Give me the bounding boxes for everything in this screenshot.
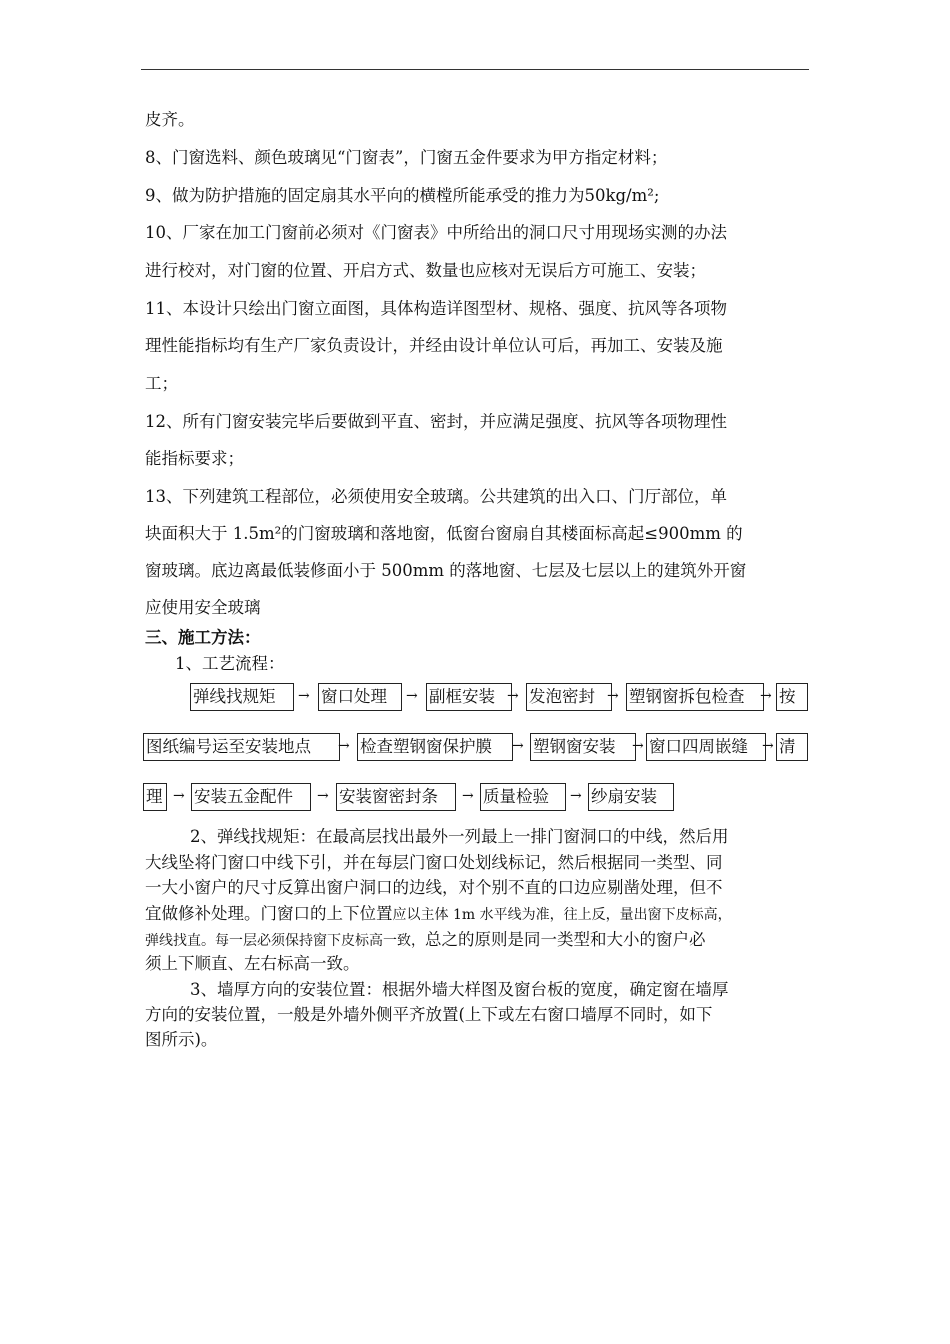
flow-step: 安装窗密封条 — [336, 783, 456, 811]
text-line: 块面积大于 1.5m²的门窗玻璃和落地窗，低窗台窗扇自其楼面标高起≤900mm 的 — [145, 524, 743, 543]
paragraph-line: 大线坠将门窗口中线下引，并在每层门窗口处划线标记，然后根据同一类型、同 — [145, 853, 723, 872]
flow-step: 发泡密封 — [526, 683, 612, 711]
text-line: 10、厂家在加工门窗前必须对《门窗表》中所给出的洞口尺寸用现场实测的办法 — [145, 223, 727, 242]
paragraph-segment: 应以主体 1m 水平线为准，往上反，量出窗下皮标高， — [392, 907, 732, 923]
flow-step: 副框安装 — [426, 683, 512, 711]
arrow-icon: → — [570, 788, 582, 804]
paragraph-line — [145, 926, 817, 950]
paragraph-line: 方向的安装位置，一般是外墙外侧平齐放置(上下或左右窗口墙厚不同时，如下 — [145, 1005, 713, 1024]
paragraph-line: 须上下顺直、左右标高一致。 — [145, 954, 360, 973]
text-line: 12、所有门窗安装完毕后要做到平直、密封，并应满足强度、抗风等各项物理性 — [145, 412, 727, 431]
arrow-icon: → — [173, 788, 185, 804]
flow-step: 弹线找规矩 — [190, 683, 294, 711]
flow-step: 安装五金配件 — [191, 783, 311, 811]
flow-step: 按 — [776, 683, 808, 711]
text-line: 13、下列建筑工程部位，必须使用安全玻璃。公共建筑的出入口、门厅部位，单 — [145, 487, 727, 506]
text-line: 进行校对，对门窗的位置、开启方式、数量也应核对无误后方可施工、安装； — [145, 261, 706, 280]
paragraph-line: 3、墙厚方向的安装位置：根据外墙大样图及窗台板的宽度，确定窗在墙厚 — [190, 980, 729, 999]
text-line: 能指标要求； — [145, 449, 244, 468]
arrow-icon: → — [607, 688, 619, 704]
flow-step: 塑钢窗拆包检查 — [626, 683, 764, 711]
flow-step: 清 — [776, 733, 808, 761]
arrow-icon: → — [338, 738, 350, 754]
flow-step: 质量检验 — [480, 783, 566, 811]
arrow-icon: → — [317, 788, 329, 804]
flow-row-3 — [140, 783, 820, 813]
paragraph-line: 一大小窗户的尺寸反算出窗户洞口的边线，对个别不直的口边应剔凿处理，但不 — [145, 878, 723, 897]
flow-step: 检查塑钢窗保护膜 — [357, 733, 513, 761]
section-heading: 三、施工方法： — [145, 628, 261, 647]
text-line: 工； — [145, 374, 178, 393]
flow-step: 理 — [143, 783, 167, 811]
arrow-icon: → — [406, 688, 418, 704]
text-line: 皮齐。 — [145, 110, 195, 129]
arrow-icon: → — [298, 688, 310, 704]
paragraph-line: 2、弹线找规矩：在最高层找出最外一列最上一排门窗洞口的中线，然后用 — [190, 827, 729, 846]
subheading: 1、工艺流程： — [175, 654, 285, 673]
flow-step: 纱扇安装 — [588, 783, 674, 811]
arrow-icon: → — [762, 738, 774, 754]
flow-row-2 — [140, 733, 820, 763]
text-line: 应使用安全玻璃 — [145, 598, 261, 617]
paragraph-segment: 宜做修补处理。门窗口的上下位置 — [145, 904, 393, 923]
text-line: 理性能指标均有生产厂家负责设计，并经由设计单位认可后，再加工、安装及施 — [145, 336, 723, 355]
arrow-icon: → — [507, 688, 519, 704]
flow-step: 窗口四周嵌缝 — [646, 733, 766, 761]
text-line: 窗玻璃。底边离最低装修面小于 500mm 的落地窗、七层及七层以上的建筑外开窗 — [145, 561, 747, 580]
text-line: 9、做为防护措施的固定扇其水平向的横樘所能承受的推力为50kg/m²; — [145, 186, 660, 205]
paragraph-segment: 弹线找直。每一层必须保持窗下皮标高一致， — [145, 933, 425, 949]
arrow-icon: → — [512, 738, 524, 754]
paragraph-segment: 总之的原则是同一类型和大小的窗户必 — [425, 930, 706, 949]
flow-step: 图纸编号运至安装地点 — [143, 733, 340, 761]
paragraph-line — [145, 900, 817, 924]
flow-step: 窗口处理 — [318, 683, 402, 711]
text-line: 8、门窗选料、颜色玻璃见“门窗表”，门窗五金件要求为甲方指定材料； — [145, 148, 668, 167]
arrow-icon: → — [632, 738, 644, 754]
paragraph-line: 图所示)。 — [145, 1030, 218, 1049]
flow-step: 塑钢窗安装 — [530, 733, 636, 761]
arrow-icon: → — [760, 688, 772, 704]
text-line: 11、本设计只绘出门窗立面图，具体构造详图型材、规格、强度、抗风等各项物 — [145, 299, 727, 318]
header-rule — [141, 69, 809, 70]
flow-row-1 — [140, 683, 820, 713]
arrow-icon: → — [462, 788, 474, 804]
